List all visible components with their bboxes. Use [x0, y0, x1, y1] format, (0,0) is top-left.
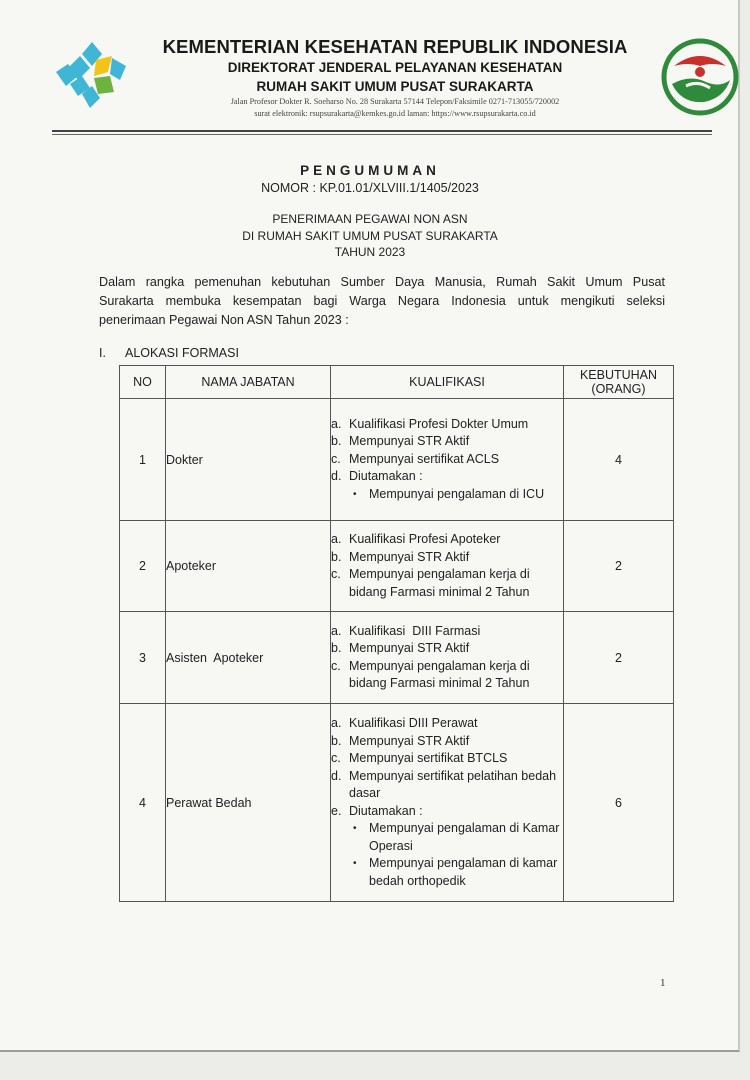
position-name: Asisten Apoteker — [166, 612, 331, 704]
need-count: 6 — [564, 704, 674, 902]
qualification-letter: a. — [331, 716, 342, 730]
kemenkes-logo-icon — [52, 36, 132, 116]
table-row — [120, 612, 674, 704]
qualification-item — [331, 750, 563, 768]
table-row — [120, 521, 674, 612]
qualification-letter: b. — [331, 733, 342, 748]
qualification-text: Diutamakan : — [349, 803, 423, 818]
intro-line: Surakarta membuka kesempatan bagi Warga Negara Indonesia untuk mengikuti seleksi — [99, 294, 665, 308]
qualification-letter: c. — [331, 451, 341, 466]
qualification-letter: c. — [331, 567, 341, 581]
qualification-bullet — [331, 486, 563, 504]
qualification-letter: a. — [331, 623, 342, 638]
qualification-letter: a. — [331, 532, 342, 546]
rsup-surakarta-logo-icon — [660, 36, 740, 118]
qualification-letter: c. — [331, 751, 341, 765]
qualification-text: Mempunyai sertifikat pelatihan bedah dasar — [349, 768, 560, 800]
position-name: Apoteker — [166, 521, 331, 612]
qualification-letter: e. — [331, 803, 342, 818]
bullet-text: Mempunyai pengalaman di ICU — [369, 486, 545, 501]
qualification-text: Kualifikasi Profesi Dokter Umum — [349, 416, 529, 431]
ministry-name: KEMENTERIAN KESEHATAN REPUBLIK INDONESIA — [162, 36, 628, 57]
qualification-text: Mempunyai sertifikat BTCLS — [349, 751, 508, 765]
qualification-item — [331, 468, 563, 486]
intro-line: Dalam rangka pemenuhan kebutuhan Sumber Daya Manusia, Rumah Sakit Umum Pusat — [99, 275, 665, 289]
qualification-list — [331, 704, 564, 902]
qualification-letter: d. — [331, 768, 342, 783]
qualification-text: Mempunyai STR Aktif — [349, 733, 470, 748]
qualification-letter: c. — [331, 658, 341, 673]
section-title: ALOKASI FORMASI — [125, 346, 239, 360]
directorate-name: DIREKTORAT JENDERAL PELAYANAN KESEHATAN — [227, 60, 563, 75]
header-no: NO — [120, 366, 166, 399]
intro-paragraph — [99, 273, 665, 330]
qualification-text: Mempunyai STR Aktif — [349, 434, 470, 449]
qualification-text: Mempunyai pengalaman kerja di bidang Farmasi minimal 2 Tahun — [349, 658, 534, 690]
qualification-text: Kualifikasi DIII Farmasi — [349, 623, 481, 638]
qualification-item — [331, 715, 563, 733]
row-number: 3 — [120, 612, 166, 704]
announcement-subtitle-2: DI RUMAH SAKIT UMUM PUSAT SURAKARTA — [242, 229, 498, 243]
qualification-item — [331, 640, 563, 658]
row-number: 2 — [120, 521, 166, 612]
bullet-text: Mempunyai pengalaman di Kamar Operasi — [369, 821, 560, 853]
qualification-letter: a. — [331, 416, 342, 431]
header-need — [564, 366, 674, 399]
hospital-contact: surat elektronik: rsupsurakarta@kemkes.go.id laman: https://www.rsupsurakarta.co.id — [254, 109, 536, 118]
qualification-letter: b. — [331, 549, 342, 564]
announcement-subtitle-3: TAHUN 2023 — [334, 245, 406, 259]
qualification-text: Mempunyai sertifikat ACLS — [349, 451, 500, 466]
position-name: Dokter — [166, 399, 331, 521]
qualification-item — [331, 768, 563, 803]
qualification-text: Kualifikasi Profesi Apoteker — [349, 532, 501, 546]
row-number: 1 — [120, 399, 166, 521]
bullet-dot-icon: • — [353, 823, 357, 834]
section-heading — [99, 346, 239, 360]
need-count: 2 — [564, 612, 674, 704]
qualification-bullet — [331, 820, 563, 855]
qualification-text: Mempunyai pengalaman kerja di bidang Farmasi minimal 2 Tahun — [349, 567, 534, 599]
table-header-row — [120, 366, 674, 399]
table-row — [120, 704, 674, 902]
qualification-text: Mempunyai STR Aktif — [349, 641, 470, 655]
qualification-text: Diutamakan : — [349, 469, 423, 484]
header-need-line-1: KEBUTUHAN — [579, 368, 658, 382]
hospital-name: RUMAH SAKIT UMUM PUSAT SURAKARTA — [256, 79, 534, 94]
qualification-item — [331, 433, 563, 451]
qualification-letter: d. — [331, 469, 342, 484]
qualification-item — [331, 803, 563, 821]
qualification-list — [331, 521, 564, 612]
section-number: I. — [99, 346, 106, 360]
announcement-title: PENGUMUMAN — [300, 163, 440, 178]
header-need-line-2: (ORANG) — [591, 382, 646, 396]
bullet-text: Mempunyai pengalaman di kamar bedah orthopedik — [369, 856, 558, 888]
letterhead-rule — [52, 130, 712, 132]
qualification-item — [331, 549, 563, 567]
hospital-address: Jalan Profesor Dokter R. Soeharso No. 28 Surakarta 57144 Telepon/Faksimile 0271-713055/720002 — [230, 97, 560, 106]
qualification-item — [331, 531, 563, 549]
header-name: NAMA JABATAN — [166, 366, 331, 399]
qualification-letter: b. — [331, 434, 342, 449]
position-name: Perawat Bedah — [166, 704, 331, 902]
qualification-item — [331, 566, 563, 601]
qualification-bullet — [331, 855, 563, 890]
row-number: 4 — [120, 704, 166, 902]
formation-table — [119, 365, 674, 902]
bullet-dot-icon: • — [353, 858, 357, 869]
qualification-list — [331, 399, 564, 521]
need-count: 2 — [564, 521, 674, 612]
intro-line: penerimaan Pegawai Non ASN Tahun 2023 : — [99, 313, 349, 327]
qualification-item — [331, 623, 563, 641]
qualification-letter: b. — [331, 641, 342, 655]
announcement-subtitle-1: PENERIMAAN PEGAWAI NON ASN — [272, 212, 468, 226]
qualification-item — [331, 451, 563, 469]
qualification-item — [331, 733, 563, 751]
header-qualification: KUALIFIKASI — [331, 366, 564, 399]
qualification-text: Mempunyai STR Aktif — [349, 549, 470, 564]
qualification-item — [331, 416, 563, 434]
qualification-text: Kualifikasi DIII Perawat — [349, 716, 478, 730]
page-number: 1 — [660, 977, 666, 989]
bullet-dot-icon: • — [353, 488, 357, 500]
need-count: 4 — [564, 399, 674, 521]
qualification-list — [331, 612, 564, 704]
letterhead-rule-thin — [52, 134, 712, 135]
announcement-number: NOMOR : KP.01.01/XLVIII.1/1405/2023 — [261, 181, 479, 195]
table-row — [120, 399, 674, 521]
qualification-item — [331, 658, 563, 693]
